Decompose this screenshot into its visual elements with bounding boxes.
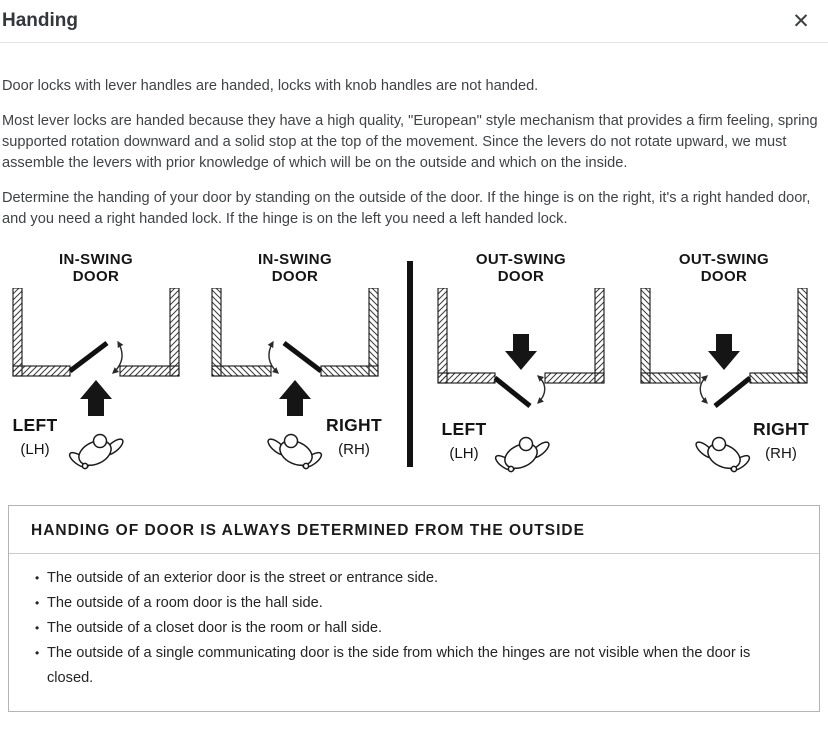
door-cell-outswing-right — [620, 251, 828, 478]
list-item — [35, 566, 797, 591]
paragraph-mechanism: Most lever locks are handed because they have a high quality, "European" style mechanism that provides a firm feeling, spring supported rotation downward and a solid stop at the top of the movement. Since the levers do not rotate upward, we must assemble the levers with prior knowledge of which will be on the outside and which on the inside. — [2, 113, 818, 171]
hand-abbr: (LH) — [449, 445, 479, 462]
paragraph-handed-intro: Door locks with lever handles are handed, locks with knob handles are not handed. — [2, 78, 539, 94]
hand-label: RIGHT — [326, 415, 382, 435]
hand-label: LEFT — [441, 419, 487, 439]
hand-abbr: (RH) — [765, 445, 797, 462]
handing-rule-heading: HANDING OF DOOR IS ALWAYS DETERMINED FROM THE OUTSIDE — [9, 506, 819, 554]
bullet-text: The outside of a closet door is the room or hall side. — [47, 620, 383, 636]
hand-abbr: (RH) — [338, 441, 370, 458]
direction-arrow-icon — [505, 334, 537, 370]
bullet-text: The outside of a room door is the hall side. — [47, 595, 323, 611]
list-item — [35, 616, 797, 641]
bullet-text: The outside of an exterior door is the street or entrance side. — [47, 570, 439, 586]
hand-label: LEFT — [12, 415, 58, 435]
person-icon — [266, 435, 324, 471]
door-cell-inswing-right — [192, 251, 398, 478]
swing-arc-arrow-icon — [538, 376, 545, 403]
inswing-right-door-svg — [200, 288, 390, 478]
hand-label: RIGHT — [753, 419, 809, 439]
inswing-left-door-svg — [1, 288, 191, 478]
list-item — [35, 591, 797, 616]
handing-rule-bullets — [9, 554, 819, 711]
modal-body — [0, 43, 828, 230]
bullet-icon: • — [35, 571, 40, 585]
handing-rule-box — [8, 505, 820, 712]
door-cell-title: IN-SWING DOOR — [58, 251, 134, 285]
door-cell-title: OUT-SWING DOOR — [475, 251, 567, 285]
outswing-left-door-svg — [426, 288, 616, 478]
person-icon — [694, 438, 752, 474]
swing-arc-arrow-icon — [700, 376, 707, 403]
paragraph-determine: Determine the handing of your door by standing on the outside of the door. If the hinge is on the right, it's a right handed door, and you need a right handed lock. If the hinge is on the left you need a left handed lock. — [2, 190, 811, 227]
walls — [13, 288, 179, 376]
person-icon — [493, 438, 551, 474]
bullet-text: The outside of a single communicating door is the side from which the hinges are not visible when the door is closed. — [47, 645, 751, 686]
diagram-half-divider — [407, 261, 413, 467]
walls — [212, 288, 378, 376]
bullet-icon: • — [35, 646, 40, 660]
door-leaf — [715, 378, 750, 406]
door-leaf — [70, 343, 107, 371]
direction-arrow-icon — [708, 334, 740, 370]
modal-header — [0, 0, 828, 43]
door-cell-outswing-left — [422, 251, 620, 478]
direction-arrow-icon — [80, 380, 112, 416]
door-cell-inswing-left — [0, 251, 192, 478]
door-cell-title: OUT-SWING DOOR — [678, 251, 770, 285]
diagram-half-divider-wrap — [398, 251, 422, 467]
close-button[interactable] — [786, 7, 816, 37]
door-cell-title: IN-SWING DOOR — [257, 251, 333, 285]
outswing-right-door-svg — [629, 288, 819, 478]
list-item — [35, 641, 797, 691]
door-leaf — [284, 343, 321, 371]
modal-title: Handing — [2, 10, 78, 31]
person-icon — [67, 435, 125, 471]
direction-arrow-icon — [279, 380, 311, 416]
hand-abbr: (LH) — [20, 441, 50, 458]
door-handing-diagram — [0, 251, 828, 478]
bullet-icon: • — [35, 596, 40, 610]
door-leaf — [495, 378, 530, 406]
close-icon: ✕ — [792, 10, 810, 33]
bullet-icon: • — [35, 621, 40, 635]
